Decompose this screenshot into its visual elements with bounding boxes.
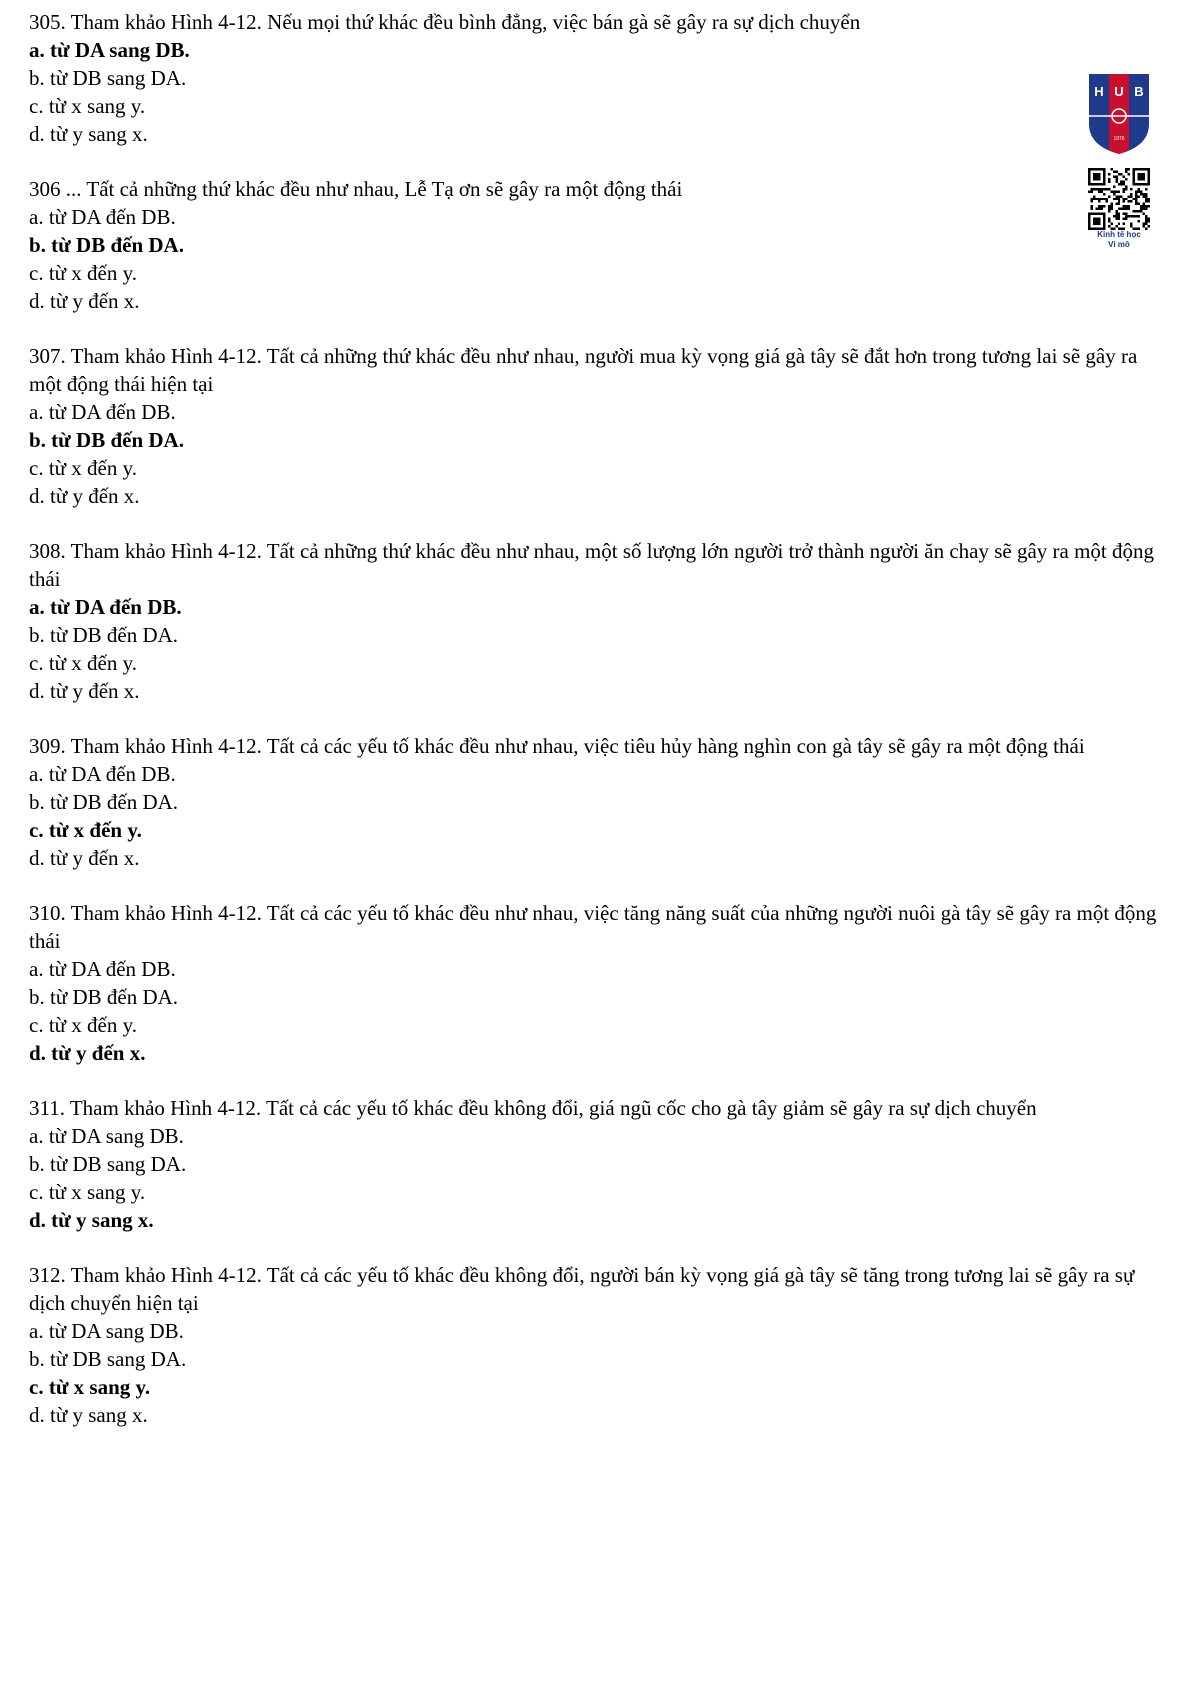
answer-option: b. từ DB sang DA. [29, 66, 187, 90]
answer-option: d. từ y sang x. [29, 1208, 154, 1232]
answer-option: a. từ DA đến DB. [29, 957, 176, 981]
question-list [29, 8, 1169, 1456]
answer-option: c. từ x đến y. [29, 261, 137, 285]
question-306 [29, 175, 1169, 315]
answer-option: d. từ y đến x. [29, 1041, 146, 1065]
answer-option: b. từ DB đến DA. [29, 428, 184, 452]
question-stem: 309. Tham khảo Hình 4-12. Tất cả các yếu tố khác đều như nhau, việc tiêu hủy hàng nghìn con gà tây sẽ gây ra một động thái [29, 734, 1085, 758]
question-309 [29, 732, 1169, 872]
answer-option: d. từ y đến x. [29, 289, 140, 313]
university-logo [1087, 72, 1151, 156]
logo-year: 1976 [1113, 136, 1125, 142]
qr-code-icon[interactable] [1088, 168, 1150, 230]
answer-option: b. từ DB sang DA. [29, 1347, 187, 1371]
question-stem: 310. Tham khảo Hình 4-12. Tất cả các yếu tố khác đều như nhau, việc tăng năng suất của những người nuôi gà tây sẽ gây ra một động thái [29, 901, 1157, 953]
question-310 [29, 899, 1169, 1067]
answer-option: a. từ DA đến DB. [29, 400, 176, 424]
question-stem: 311. Tham khảo Hình 4-12. Tất cả các yếu tố khác đều không đổi, giá ngũ cốc cho gà tây giảm sẽ gây ra sự dịch chuyển [29, 1096, 1037, 1120]
answer-option: b. từ DB đến DA. [29, 233, 184, 257]
answer-option: c. từ x sang y. [29, 94, 146, 118]
question-312 [29, 1261, 1169, 1429]
answer-option: d. từ y sang x. [29, 122, 148, 146]
answer-option: a. từ DA sang DB. [29, 1124, 184, 1148]
answer-option: d. từ y đến x. [29, 679, 140, 703]
answer-option: a. từ DA đến DB. [29, 595, 182, 619]
course-caption-line2: Vi mô [1108, 240, 1130, 249]
logo-letter-b: B [1134, 84, 1144, 99]
brand-panel [1083, 72, 1155, 250]
question-305 [29, 8, 1169, 148]
question-stem: 308. Tham khảo Hình 4-12. Tất cả những thứ khác đều như nhau, một số lượng lớn người trở thành người ăn chay sẽ gây ra một động thái [29, 539, 1155, 591]
answer-option: c. từ x đến y. [29, 1013, 137, 1037]
question-stem: 306 ... Tất cả những thứ khác đều như nhau, Lễ Tạ ơn sẽ gây ra một động thái [29, 177, 683, 201]
answer-option: b. từ DB sang DA. [29, 1152, 187, 1176]
question-stem: 312. Tham khảo Hình 4-12. Tất cả các yếu tố khác đều không đổi, người bán kỳ vọng giá gà tây sẽ tăng trong tương lai sẽ gây ra sự dịch chuyển hiện tại [29, 1263, 1135, 1315]
answer-option: a. từ DA sang DB. [29, 38, 190, 62]
answer-option: a. từ DA đến DB. [29, 205, 176, 229]
question-307 [29, 342, 1169, 510]
logo-letter-u: U [1114, 84, 1124, 99]
answer-option: d. từ y đến x. [29, 484, 140, 508]
answer-option: d. từ y đến x. [29, 846, 140, 870]
answer-option: c. từ x sang y. [29, 1375, 151, 1399]
answer-option: b. từ DB đến DA. [29, 623, 179, 647]
answer-option: d. từ y sang x. [29, 1403, 148, 1427]
question-stem: 305. Tham khảo Hình 4-12. Nếu mọi thứ khác đều bình đẳng, việc bán gà sẽ gây ra sự dịch chuyển [29, 10, 861, 34]
answer-option: c. từ x đến y. [29, 651, 137, 675]
answer-option: c. từ x đến y. [29, 456, 137, 480]
logo-letter-h: H [1094, 84, 1104, 99]
question-308 [29, 537, 1169, 705]
answer-option: b. từ DB đến DA. [29, 985, 179, 1009]
answer-option: c. từ x đến y. [29, 818, 142, 842]
answer-option: b. từ DB đến DA. [29, 790, 179, 814]
answer-option: a. từ DA đến DB. [29, 762, 176, 786]
answer-option: c. từ x sang y. [29, 1180, 146, 1204]
question-stem: 307. Tham khảo Hình 4-12. Tất cả những thứ khác đều như nhau, người mua kỳ vọng giá gà tây sẽ đắt hơn trong tương lai sẽ gây ra một động thái hiện tại [29, 344, 1138, 396]
course-caption-line1: Kinh tế học [1097, 230, 1141, 239]
answer-option: a. từ DA sang DB. [29, 1319, 184, 1343]
question-311 [29, 1094, 1169, 1234]
